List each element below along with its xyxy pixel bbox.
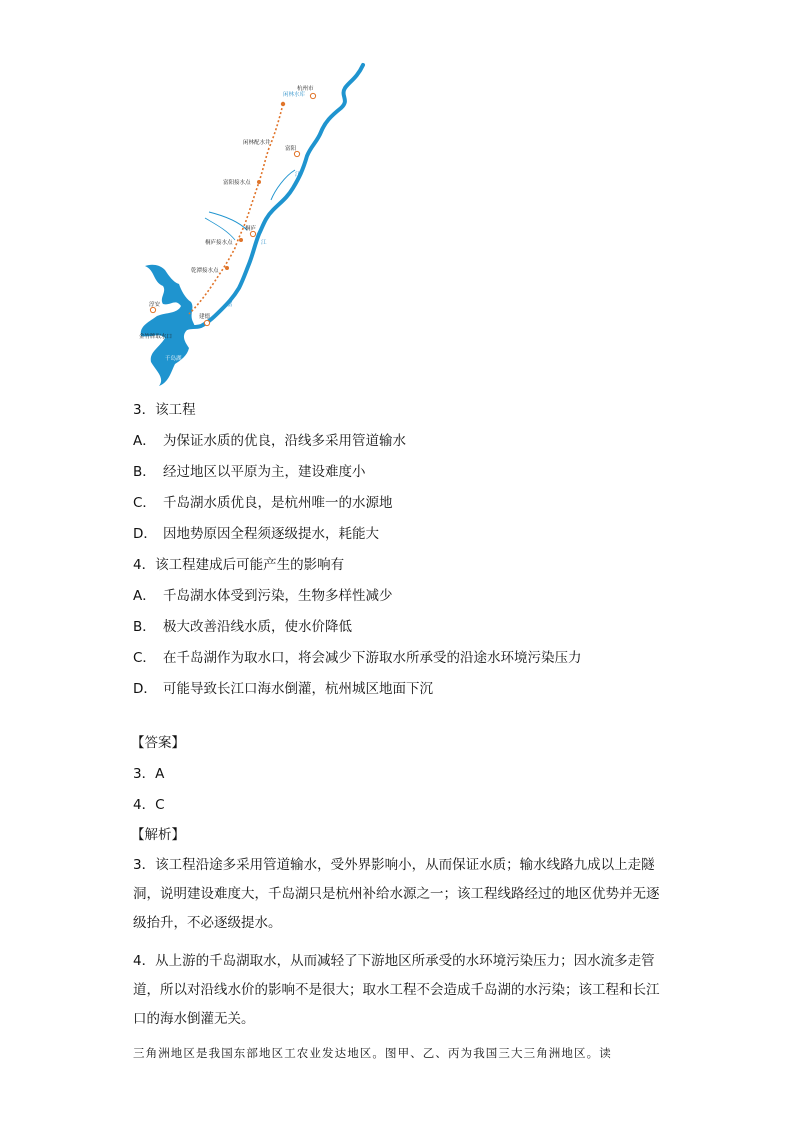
q4-option-d — [133, 679, 433, 699]
answer-4: 4．C — [133, 797, 165, 813]
tributary — [205, 218, 235, 240]
option-key: C． — [133, 495, 156, 511]
label-fuyang: 富阳 — [285, 146, 297, 152]
option-text: 在千岛湖作为取水口，将会减少下游取水所承受的沿途水环境污染压力 — [163, 650, 582, 666]
q3-option-c — [133, 493, 393, 513]
option-key: D． — [133, 526, 157, 542]
label-qiantan-point: 乾潭接水点 — [191, 268, 219, 274]
q3-option-d — [133, 524, 379, 544]
answer-title: 【答案】 — [131, 735, 185, 751]
option-key: D． — [133, 681, 157, 697]
option-key: B． — [133, 619, 156, 635]
label-fuyang-point: 富阳接水点 — [223, 180, 251, 186]
label-jinzhu-intake: 金竹牌取水口 — [139, 334, 173, 340]
answer-3: 3．A — [133, 766, 165, 782]
water-diversion-map — [135, 60, 375, 390]
label-hangzhou: 杭州市 — [297, 86, 314, 92]
label-xianlin-reservoir: 闲林水库 — [283, 92, 306, 98]
label-xianlin-well: 闲林配水井 — [243, 140, 271, 146]
analysis-paragraph-4: 4．从上游的千岛湖取水，从而减轻了下游地区所承受的水环境污染压力；因水流多走管道，所以对沿线水价的影响不是很大；取水工程不会造成千岛湖的水污染；该工程和长江口的海水倒灌无关。 — [133, 953, 660, 1027]
option-text: 为保证水质的优良，沿线多采用管道输水 — [163, 433, 406, 449]
label-river-3: 富 — [227, 302, 233, 308]
q4-option-b — [133, 617, 352, 637]
option-text: 经过地区以平原为主，建设难度小 — [163, 464, 366, 480]
label-river-1: 江 — [295, 172, 301, 178]
label-tonglu-point: 桐庐接水点 — [205, 240, 233, 246]
label-chunan: 淳安 — [149, 302, 161, 308]
label-river-2: 江 — [261, 240, 267, 246]
river — [187, 65, 363, 328]
label-tonglu: 桐庐 — [245, 226, 257, 232]
option-text: 极大改善沿线水质，使水价降低 — [163, 619, 352, 635]
option-text: 千岛湖水体受到污染，生物多样性减少 — [163, 588, 393, 604]
analysis-paragraph-3: 3．该工程沿途多采用管道输水，受外界影响小，从而保证水质；输水线路九成以上走隧洞，说明建设难度大，千岛湖只是杭州补给水源之一；该工程线路经过的地区优势并无逐级抬升，不必逐级提水。 — [133, 857, 660, 931]
tributary — [209, 212, 247, 230]
q3-option-a — [133, 431, 406, 451]
option-key: C． — [133, 650, 156, 666]
water-route — [189, 104, 283, 314]
next-question-intro: 三角洲地区是我国东部地区工农业发达地区。图甲、乙、丙为我国三大三角洲地区。读 — [133, 1046, 612, 1060]
q4-stem: 4．该工程建成后可能产生的影响有 — [133, 557, 345, 573]
option-key: B． — [133, 464, 156, 480]
label-jiande: 建德 — [199, 314, 211, 320]
q4-option-a — [133, 586, 393, 606]
q3-stem: 3．该工程 — [133, 402, 196, 418]
tributary — [271, 170, 295, 200]
option-text: 千岛湖水质优良，是杭州唯一的水源地 — [163, 495, 393, 511]
q4-option-c — [133, 648, 582, 668]
option-key: A． — [133, 433, 156, 449]
option-text: 因地势原因全程须逐级提水，耗能大 — [163, 526, 379, 542]
option-key: A． — [133, 588, 156, 604]
label-qiandao-lake: 千岛湖 — [165, 356, 182, 362]
analysis-title: 【解析】 — [131, 827, 185, 843]
qiandao-lake — [141, 265, 195, 386]
option-text: 可能导致长江口海水倒灌，杭州城区地面下沉 — [163, 681, 433, 697]
q3-option-b — [133, 462, 366, 482]
